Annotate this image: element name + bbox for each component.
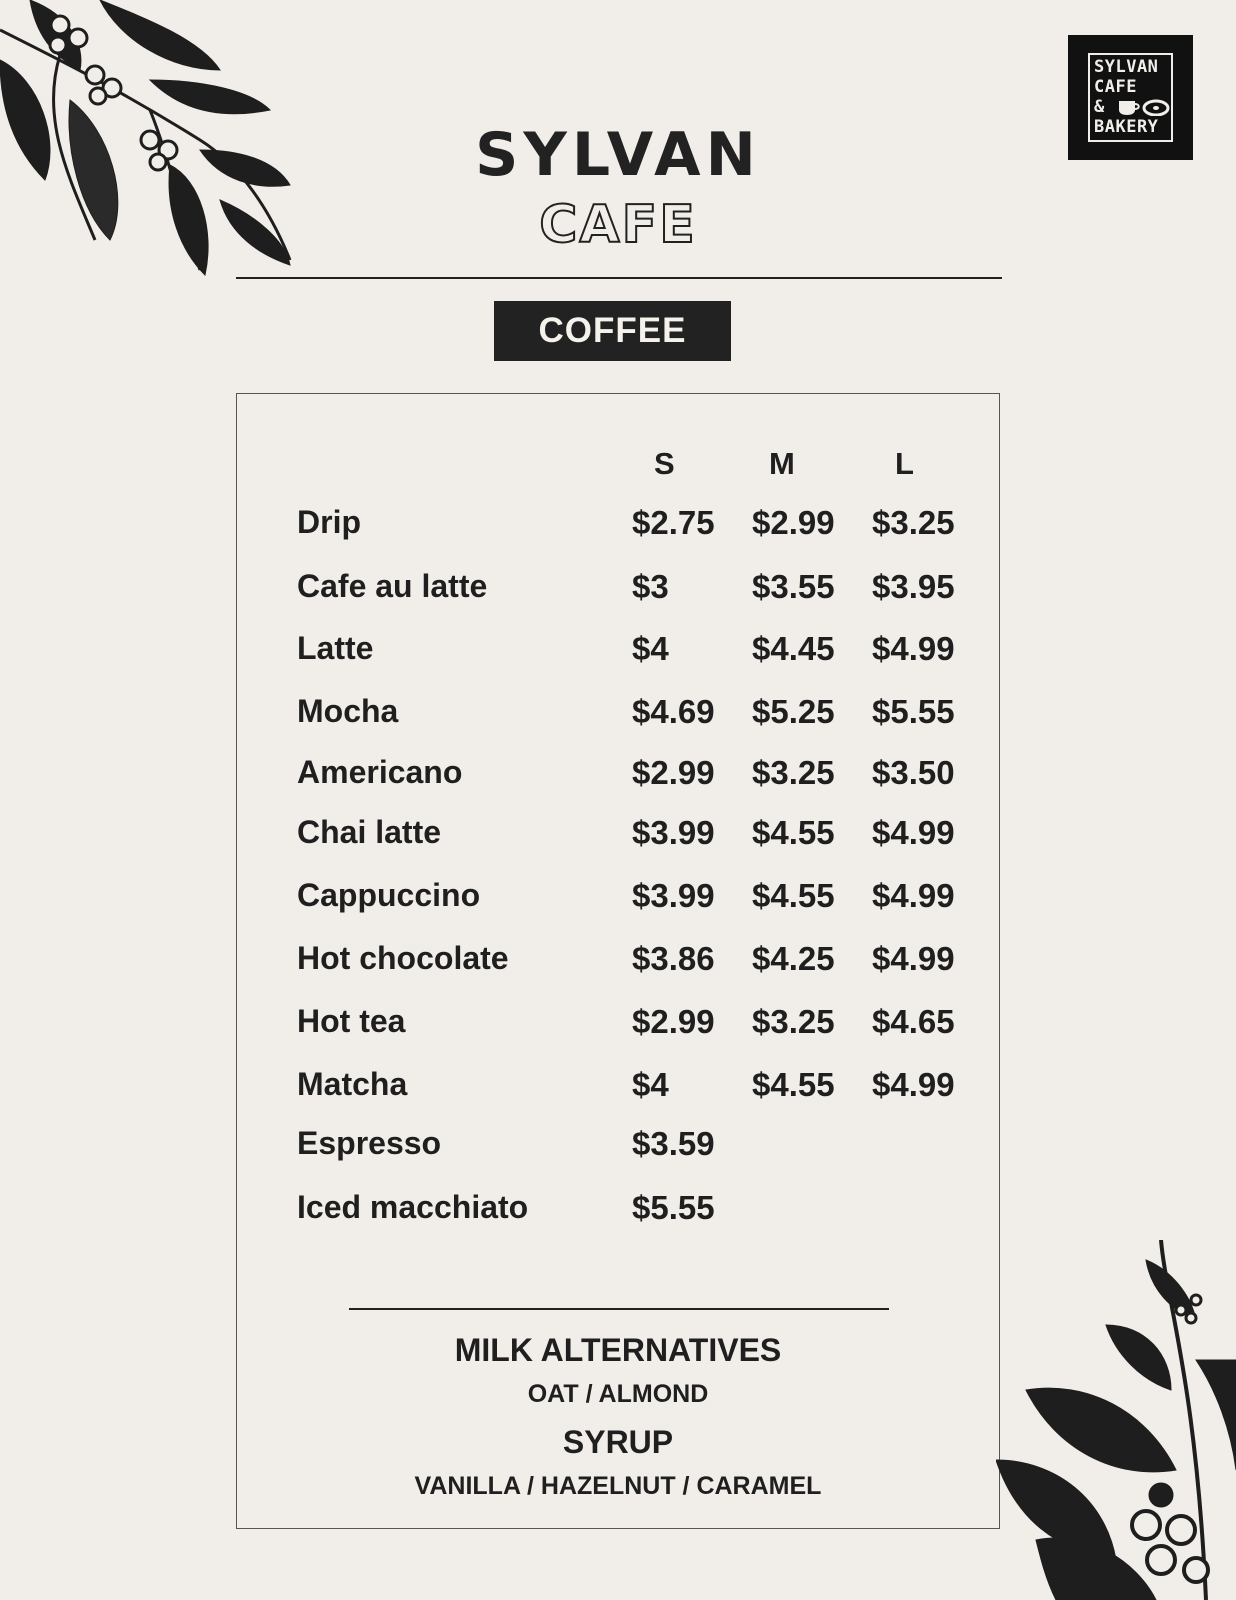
size-header: L	[895, 446, 914, 481]
logo-text-line: SYLVAN	[1094, 57, 1159, 77]
menu-panel	[236, 393, 1000, 1529]
menu-item	[237, 940, 999, 980]
price-small: $4	[632, 630, 669, 667]
menu-item	[237, 1066, 999, 1106]
price-medium: $4.55	[752, 1066, 835, 1103]
price-medium: $3.55	[752, 568, 835, 605]
logo-text-line: BAKERY	[1094, 117, 1159, 137]
price-large: $4.99	[872, 940, 955, 977]
price-small: $3.86	[632, 940, 715, 977]
menu-item	[237, 1189, 999, 1229]
price-large: $4.99	[872, 877, 955, 914]
logo-text-line: CAFE	[1094, 77, 1137, 97]
price-small: $3	[632, 568, 669, 605]
price-small: $2.99	[632, 1003, 715, 1040]
price-small: $3.99	[632, 877, 715, 914]
item-name: Hot tea	[297, 1003, 406, 1039]
price-small: $4	[632, 1066, 669, 1103]
item-name: Hot chocolate	[297, 940, 509, 976]
milk-alternatives-heading: MILK ALTERNATIVES	[454, 1332, 782, 1368]
item-name: Mocha	[297, 693, 399, 729]
item-name: Iced macchiato	[297, 1189, 529, 1225]
cafe-name-subtitle: CAFE	[539, 195, 697, 255]
cafe-name-title: SYLVAN	[475, 120, 761, 190]
price-large: $3.50	[872, 754, 955, 791]
price-small: $3.59	[632, 1125, 715, 1162]
price-large: $4.99	[872, 1066, 955, 1103]
item-name: Drip	[297, 504, 361, 540]
size-header-row	[237, 446, 999, 486]
price-small: $5.55	[632, 1189, 715, 1226]
menu-item	[237, 877, 999, 917]
price-small: $3.99	[632, 814, 715, 851]
item-name: Latte	[297, 630, 374, 666]
price-large: $3.25	[872, 504, 955, 541]
price-large: $4.65	[872, 1003, 955, 1040]
menu-item	[237, 754, 999, 794]
syrup-options: VANILLA / HAZELNUT / CARAMEL	[414, 1472, 822, 1500]
price-small: $4.69	[632, 693, 715, 730]
menu-item	[237, 1003, 999, 1043]
price-small: $2.75	[632, 504, 715, 541]
price-medium: $4.55	[752, 877, 835, 914]
price-small: $2.99	[632, 754, 715, 791]
logo-text-line: &	[1094, 97, 1105, 117]
price-large: $4.99	[872, 630, 955, 667]
menu-item	[237, 568, 999, 608]
item-name: Espresso	[297, 1125, 442, 1161]
divider	[349, 1308, 889, 1310]
price-medium: $4.45	[752, 630, 835, 667]
coffee-plant-illustration	[996, 1240, 1236, 1600]
price-medium: $4.55	[752, 814, 835, 851]
price-medium: $5.25	[752, 693, 835, 730]
syrup-heading: SYRUP	[562, 1424, 674, 1460]
item-name: Chai latte	[297, 814, 442, 850]
section-label: COFFEE	[494, 301, 731, 361]
milk-alternatives-options: OAT / ALMOND	[527, 1380, 709, 1408]
menu-item	[237, 1125, 999, 1165]
price-large: $4.99	[872, 814, 955, 851]
size-header: M	[769, 446, 795, 481]
item-name: Matcha	[297, 1066, 408, 1102]
item-name: Cafe au latte	[297, 568, 488, 604]
price-large: $5.55	[872, 693, 955, 730]
item-name: Cappuccino	[297, 877, 481, 913]
price-medium: $3.25	[752, 754, 835, 791]
cup-and-donut-icon	[1116, 98, 1172, 116]
price-medium: $3.25	[752, 1003, 835, 1040]
size-header: S	[654, 446, 675, 481]
price-medium: $4.25	[752, 940, 835, 977]
price-medium: $2.99	[752, 504, 835, 541]
menu-item	[237, 504, 999, 544]
menu-item	[237, 693, 999, 733]
menu-item	[237, 630, 999, 670]
item-name: Americano	[297, 754, 463, 790]
menu-item	[237, 814, 999, 854]
divider	[236, 277, 1002, 279]
price-large: $3.95	[872, 568, 955, 605]
